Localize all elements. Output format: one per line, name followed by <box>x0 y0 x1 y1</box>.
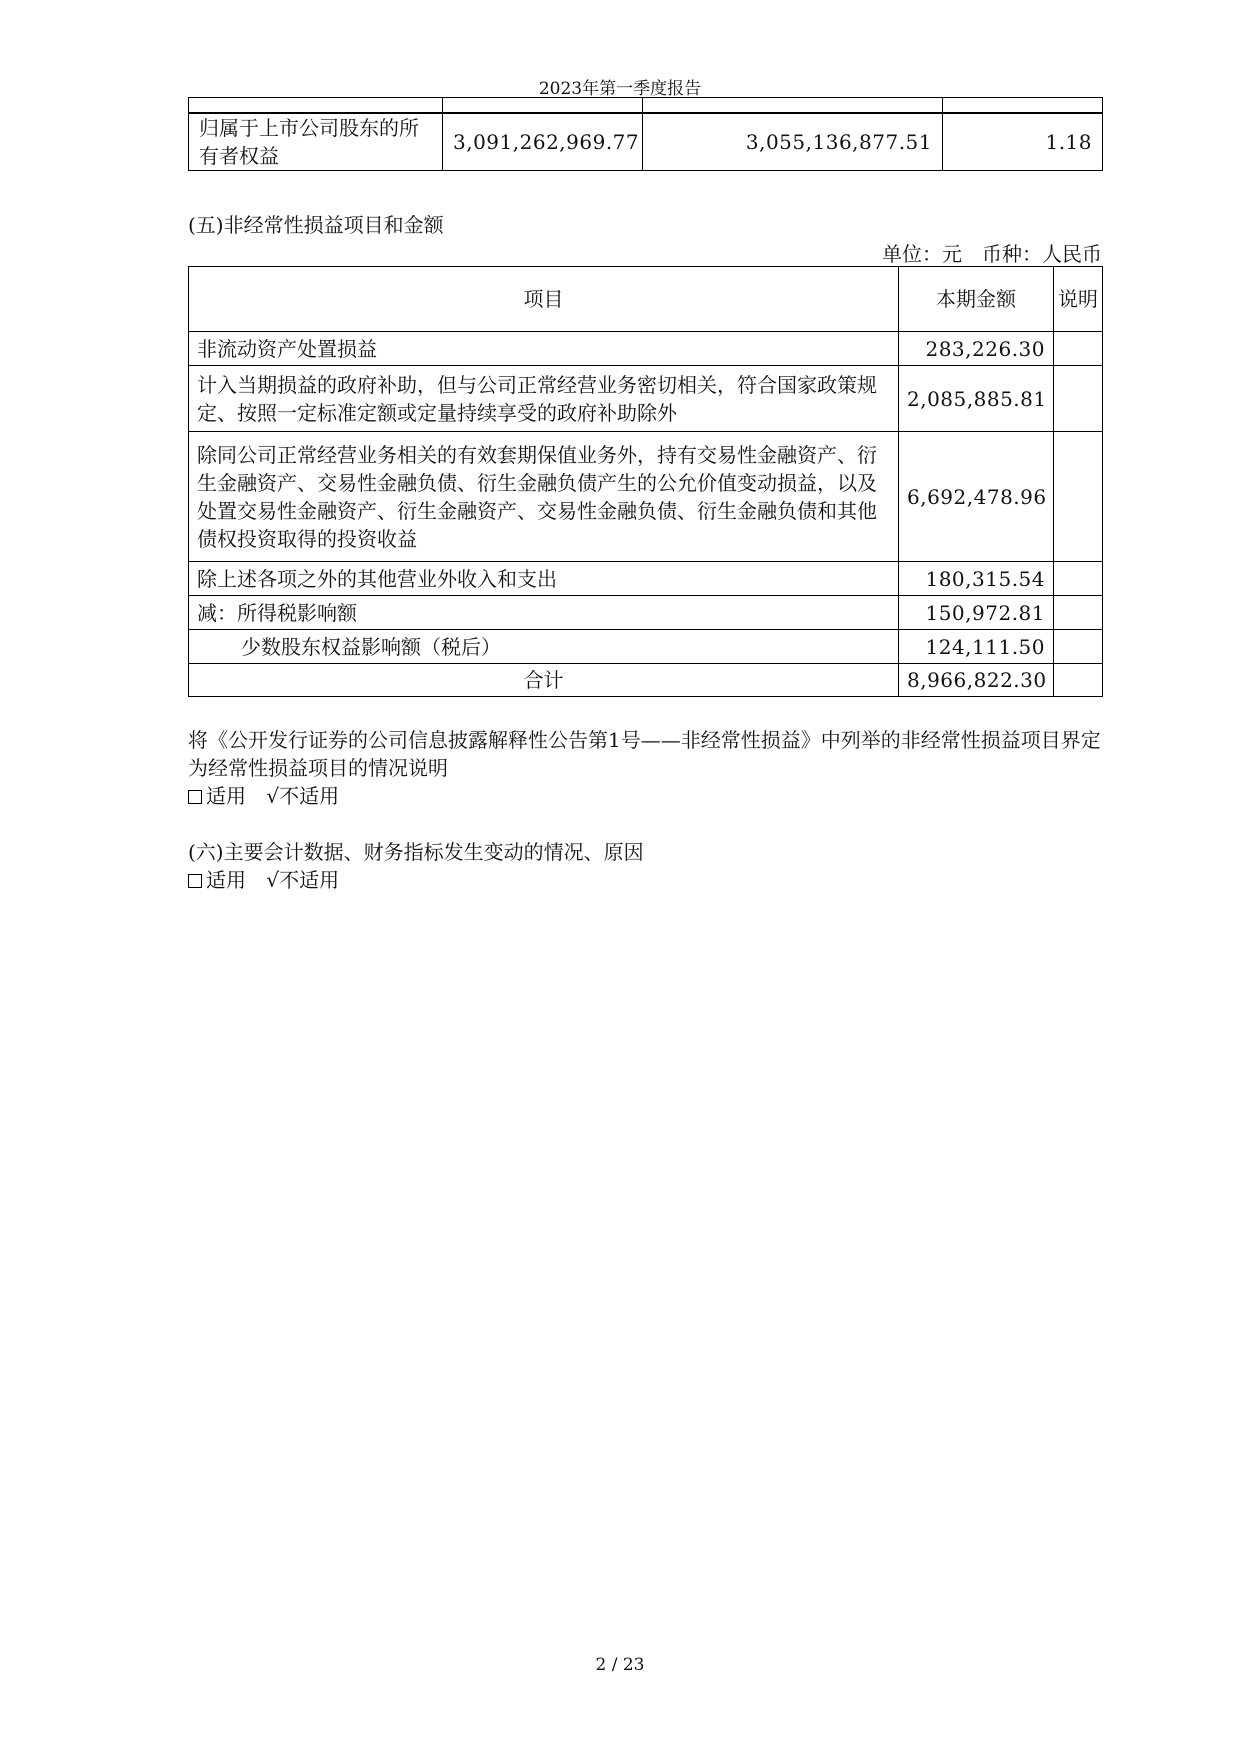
unit-label: 单位：元 币种：人民币 <box>882 242 1102 266</box>
row-item: 除同公司正常经营业务相关的有效套期保值业务外，持有交易性金融资产、衍生金融资产、交易性金融负债、衍生金融负债产生的公允价值变动损益，以及处置交易性金融资产、衍生金融资产、交易性金融负债、衍生金融负债和其他债权投资取得的投资收益 <box>189 432 899 562</box>
equity-table <box>188 97 1103 171</box>
table-row <box>189 432 1103 562</box>
checkbox-icon <box>188 874 202 888</box>
row-amount: 180,315.54 <box>899 562 1054 596</box>
row-item: 除上述各项之外的其他营业外收入和支出 <box>189 562 899 596</box>
row-item: 计入当期损益的政府补助，但与公司正常经营业务密切相关，符合国家政策规定、按照一定标准定额或定量持续享受的政府补助除外 <box>189 366 899 432</box>
section5-title: (五)非经常性损益项目和金额 <box>188 213 444 237</box>
table-row <box>189 332 1103 366</box>
row-explain <box>1054 596 1103 630</box>
table-row <box>189 562 1103 596</box>
table-row <box>189 366 1103 432</box>
option-apply: 适用 <box>206 868 246 892</box>
page-header: 2023年第一季度报告 <box>538 79 702 99</box>
row-explain <box>1054 366 1103 432</box>
section6-title: (六)主要会计数据、财务指标发生变动的情况、原因 <box>188 840 644 864</box>
row-amount: 124,111.50 <box>899 630 1054 664</box>
row-explain <box>1054 432 1103 562</box>
option-not-apply: √不适用 <box>266 868 340 892</box>
table-continuation-row <box>189 98 1103 114</box>
option-not-apply: √不适用 <box>266 784 340 808</box>
total-amount: 8,966,822.30 <box>899 664 1054 697</box>
row-amount: 6,692,478.96 <box>899 432 1054 562</box>
table-row <box>189 113 1103 171</box>
row-explain <box>1054 630 1103 664</box>
equity-label: 归属于上市公司股东的所有者权益 <box>189 113 443 171</box>
table-row <box>189 596 1103 630</box>
equity-change: 1.18 <box>943 113 1103 171</box>
table-total-row <box>189 664 1103 697</box>
section6-options <box>188 866 1108 894</box>
total-explain <box>1054 664 1103 697</box>
row-item: 少数股东权益影响额（税后） <box>189 630 899 664</box>
table-header-row <box>189 267 1103 332</box>
row-amount: 2,085,885.81 <box>899 366 1054 432</box>
non-recurring-table <box>188 266 1103 697</box>
col-explain-header: 说明 <box>1054 267 1103 332</box>
total-label: 合计 <box>189 664 899 697</box>
equity-current: 3,091,262,969.77 <box>443 113 643 171</box>
note-text: 将《公开发行证券的公司信息披露解释性公告第1号——非经常性损益》中列举的非经常性损益项目界定为经常性损益项目的情况说明 <box>188 728 1101 780</box>
row-amount: 283,226.30 <box>899 332 1054 366</box>
col-amount-header: 本期金额 <box>899 267 1054 332</box>
row-explain <box>1054 332 1103 366</box>
row-item: 减：所得税影响额 <box>189 596 899 630</box>
page-number: 2 / 23 <box>595 1655 645 1675</box>
note-options <box>188 782 1108 810</box>
table-row <box>189 630 1103 664</box>
option-apply: 适用 <box>206 784 246 808</box>
row-amount: 150,972.81 <box>899 596 1054 630</box>
equity-previous: 3,055,136,877.51 <box>643 113 943 171</box>
col-item-header: 项目 <box>189 267 899 332</box>
row-explain <box>1054 562 1103 596</box>
row-item: 非流动资产处置损益 <box>189 332 899 366</box>
checkbox-icon <box>188 790 202 804</box>
